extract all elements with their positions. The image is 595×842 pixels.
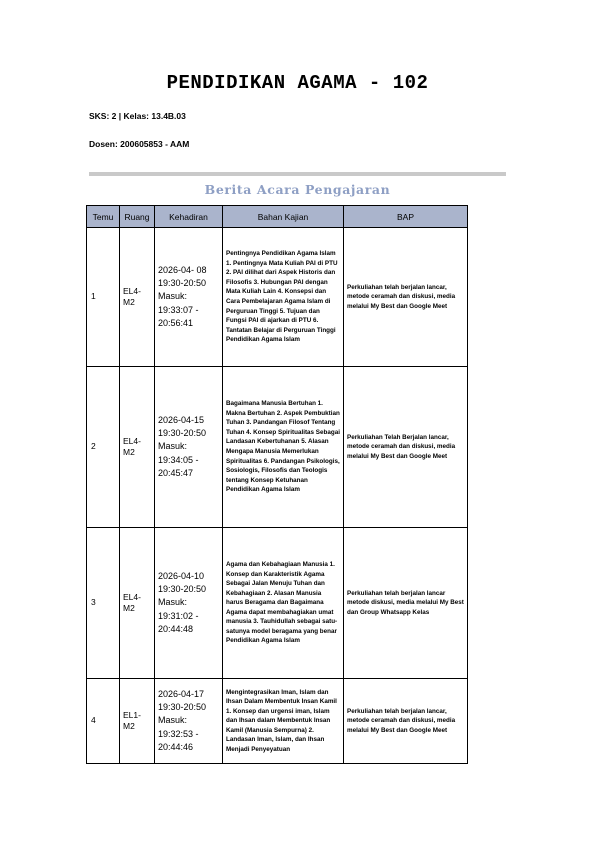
cell-temu: 1: [87, 228, 120, 367]
cell-temu: 2: [87, 367, 120, 528]
header-bahan-kajian: Bahan Kajian: [223, 206, 344, 228]
table-row: [87, 679, 468, 764]
cell-bahan-kajian: Agama dan Kebahagiaan Manusia 1. Konsep dan Karakteristik Agama Sebagai Jalan Menuju Tuhan dan Kebahagiaan 2. Alasan Manusia harus Beragama dan Bagaimana Agama dapat membahagiakan umat manusia 3. Tauhidullah sebagai satu-satunya model beragama yang benar Pendidikan Agama Islam: [223, 528, 344, 679]
header-kehadiran: Kehadiran: [155, 206, 223, 228]
table-row: [87, 228, 468, 367]
cell-temu: 3: [87, 528, 120, 679]
lecturer-info: Dosen: 200605853 - AAM: [89, 139, 190, 149]
cell-ruang: EL4- M2: [120, 367, 155, 528]
cell-temu: 4: [87, 679, 120, 764]
table-header-row: [87, 206, 468, 228]
header-ruang: Ruang: [120, 206, 155, 228]
cell-bap: Perkuliahan telah berjalan lancar metode diskusi, media melalui My Best dan Group Whatsapp Kelas: [344, 528, 468, 679]
course-title: PENDIDIKAN AGAMA - 102: [166, 72, 429, 94]
divider: [89, 172, 506, 176]
table-row: [87, 528, 468, 679]
cell-kehadiran: 2026-04-15 19:30-20:50 Masuk: 19:34:05 - 20:45:47: [155, 367, 223, 528]
sks-class-info: SKS: 2 | Kelas: 13.4B.03: [89, 111, 186, 121]
header-temu: Temu: [87, 206, 120, 228]
cell-bahan-kajian: Pentingnya Pendidikan Agama Islam 1. Pentingnya Mata Kuliah PAI di PTU 2. PAI dilihat dari Aspek Historis dan Filosofis 3. Hubungan PAI dengan Mata Kuliah Lain 4. Konsepsi dan Cara Pembelajaran Agama Islam di Perguruan Tinggi 5. Tujuan dan Fungsi PAI di ajarkan di PTU 6. Tantatan Belajar di Perguruan Tinggi Pendidikan Agama Islam: [223, 228, 344, 367]
cell-bap: Perkuliahan telah berjalan lancar, metode ceramah dan diskusi, media melalui My Best dan Google Meet: [344, 228, 468, 367]
cell-bap: Perkuliahan Telah Berjalan lancar, metode ceramah dan diskusi, media melalui My Best dan Google Meet: [344, 367, 468, 528]
cell-kehadiran: 2026-04-10 19:30-20:50 Masuk: 19:31:02 - 20:44:48: [155, 528, 223, 679]
cell-kehadiran: 2026-04-17 19:30-20:50 Masuk: 19:32:53 - 20:44:46: [155, 679, 223, 764]
cell-kehadiran: 2026-04- 08 19:30-20:50 Masuk: 19:33:07 - 20:56:41: [155, 228, 223, 367]
table-row: [87, 367, 468, 528]
cell-ruang: EL1- M2: [120, 679, 155, 764]
teaching-record-table: [86, 205, 468, 764]
cell-bahan-kajian: Mengintegrasikan Iman, Islam dan Ihsan Dalam Membentuk Insan Kamil 1. Konsep dan urgensi iman, Islam dan Ihsan dalam Membentuk Insan Kamil (Manusia Sempurna) 2. Landasan Iman, Islam, dan Ihsan Menjadi Penyeyatuan: [223, 679, 344, 764]
section-title: Berita Acara Pengajaran: [204, 182, 391, 197]
cell-ruang: EL4- M2: [120, 228, 155, 367]
cell-bahan-kajian: Bagaimana Manusia Bertuhan 1. Makna Bertuhan 2. Aspek Pembuktian Tuhan 3. Pandangan Filosof Tentang Tuhan 4. Konsep Spiritualitas Sebagai Landasan Kebertuhanan 5. Alasan Mengapa Manusia Memerlukan Spiritualitas 6. Pandangan Psikologis, Sosiologis, Filosofis dan Teologis tentang Konsep Ketuhanan Pendidikan Agama Islam: [223, 367, 344, 528]
cell-bap: Perkuliahan telah berjalan lancar, metode ceramah dan diskusi, media melalui My Best dan Google Meet: [344, 679, 468, 764]
header-bap: BAP: [344, 206, 468, 228]
cell-ruang: EL4- M2: [120, 528, 155, 679]
